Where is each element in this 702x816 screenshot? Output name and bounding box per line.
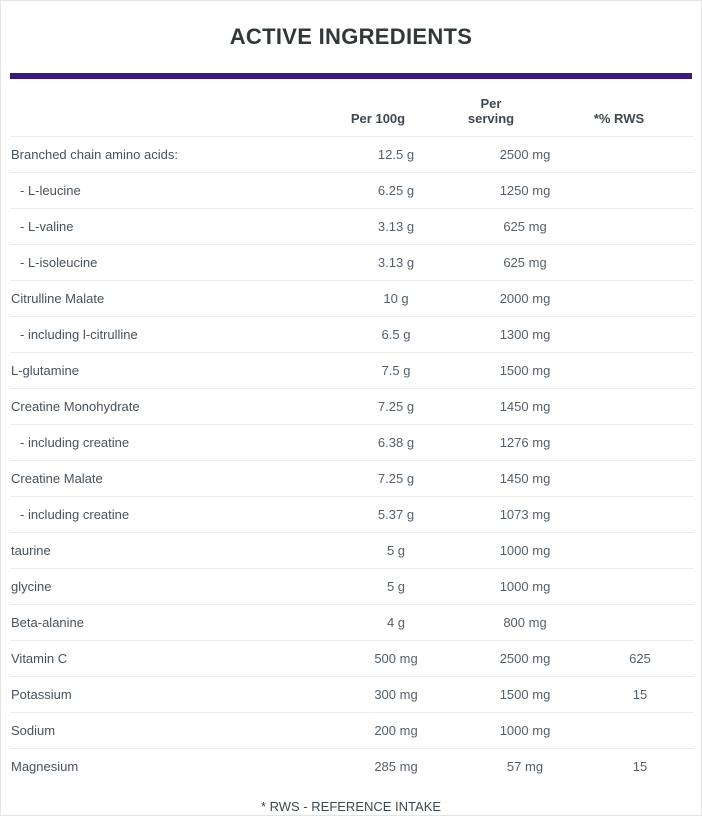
ingredient-name-cell: Beta-alanine (10, 605, 328, 641)
per-100g-cell: 7.25 g (328, 389, 464, 425)
table-row (10, 389, 694, 425)
per-100g-cell: 500 mg (328, 641, 464, 677)
per-serving-cell: 1500 mg (464, 353, 586, 389)
per-100g-cell: 5 g (328, 569, 464, 605)
ingredient-name-cell: taurine (10, 533, 328, 569)
ingredient-name-cell: Creatine Malate (10, 461, 328, 497)
rws-percent-cell (586, 569, 694, 605)
column-header-ingredient (10, 79, 328, 137)
ingredient-name-cell: Sodium (10, 713, 328, 749)
rws-percent-cell (586, 713, 694, 749)
rws-percent-cell (586, 497, 694, 533)
per-serving-cell: 1250 mg (464, 173, 586, 209)
table-row (10, 281, 694, 317)
table-row (10, 605, 694, 641)
table-row (10, 425, 694, 461)
per-serving-cell: 1450 mg (464, 389, 586, 425)
per-serving-cell: 1300 mg (464, 317, 586, 353)
table-row (10, 209, 694, 245)
per-serving-cell: 1073 mg (464, 497, 586, 533)
per-100g-cell: 6.5 g (328, 317, 464, 353)
per-100g-cell: 10 g (328, 281, 464, 317)
column-header-per-serving: Per serving (464, 79, 586, 137)
per-100g-cell: 7.25 g (328, 461, 464, 497)
ingredient-name-cell: Magnesium (11, 759, 79, 774)
table-row (10, 749, 694, 785)
table-row (10, 353, 694, 389)
per-serving-cell: 625 mg (464, 209, 586, 245)
ingredients-table (10, 79, 694, 784)
table-row (10, 245, 694, 281)
per-100g-cell: 6.25 g (328, 173, 464, 209)
per-serving-cell: 1000 mg (464, 533, 586, 569)
table-row (10, 461, 694, 497)
table-row (10, 173, 694, 209)
per-100g-cell: 3.13 g (328, 245, 464, 281)
rws-percent-cell: 625 (586, 641, 694, 677)
per-100g-cell: 6.38 g (328, 425, 464, 461)
ingredient-name-cell: L-glutamine (10, 353, 328, 389)
per-serving-cell: 1500 mg (464, 677, 586, 713)
per-serving-cell: 2500 mg (464, 641, 586, 677)
per-serving-cell: 625 mg (464, 245, 586, 281)
per-serving-cell: 57 mg (506, 759, 544, 774)
rws-percent-cell (586, 281, 694, 317)
column-header-rws: *% RWS (586, 79, 694, 137)
per-serving-cell: 1276 mg (464, 425, 586, 461)
rws-percent-cell (586, 353, 694, 389)
table-row (10, 533, 694, 569)
table-header-row (10, 79, 694, 137)
table-row (10, 569, 694, 605)
per-100g-cell: 300 mg (328, 677, 464, 713)
per-100g-cell: 3.13 g (328, 209, 464, 245)
ingredient-name-cell: Vitamin C (10, 641, 328, 677)
per-100g-cell: 7.5 g (328, 353, 464, 389)
rws-footnote: * RWS - REFERENCE INTAKE (260, 799, 442, 814)
rws-percent-cell (586, 173, 694, 209)
table-row (10, 317, 694, 353)
per-serving-cell: 2500 mg (464, 137, 586, 173)
rws-percent-cell (586, 461, 694, 497)
ingredient-name-cell: - L-leucine (10, 173, 328, 209)
ingredient-name-cell: Citrulline Malate (10, 281, 328, 317)
rws-percent-cell (586, 605, 694, 641)
ingredient-name-cell: - L-isoleucine (10, 245, 328, 281)
rws-percent-cell (586, 389, 694, 425)
ingredient-name-cell: glycine (10, 569, 328, 605)
per-serving-cell: 1000 mg (464, 569, 586, 605)
per-serving-cell: 1000 mg (464, 713, 586, 749)
ingredient-name-cell: - including l-citrulline (10, 317, 328, 353)
table-row (10, 713, 694, 749)
per-serving-cell: 2000 mg (464, 281, 586, 317)
rws-percent-cell (586, 425, 694, 461)
page-title: ACTIVE INGREDIENTS (229, 24, 473, 49)
rws-percent-cell: 15 (632, 759, 648, 774)
rws-percent-cell (586, 245, 694, 281)
column-header-per-100g: Per 100g (328, 79, 464, 137)
table-row (10, 677, 694, 713)
per-100g-cell: 285 mg (374, 759, 418, 774)
per-100g-cell: 5.37 g (328, 497, 464, 533)
per-serving-cell: 800 mg (464, 605, 586, 641)
rws-percent-cell (586, 317, 694, 353)
ingredient-name-cell: Creatine Monohydrate (10, 389, 328, 425)
table-row (10, 641, 694, 677)
per-serving-cell: 1450 mg (464, 461, 586, 497)
ingredient-name-cell: - including creatine (10, 425, 328, 461)
ingredient-name-cell: - including creatine (10, 497, 328, 533)
rws-percent-cell (586, 533, 694, 569)
ingredient-name-cell: - L-valine (10, 209, 328, 245)
per-100g-cell: 200 mg (328, 713, 464, 749)
rws-percent-cell (586, 137, 694, 173)
rws-percent-cell (586, 209, 694, 245)
per-100g-cell: 5 g (328, 533, 464, 569)
per-100g-cell: 12.5 g (328, 137, 464, 173)
ingredient-name-cell: Potassium (10, 677, 328, 713)
rws-percent-cell: 15 (586, 677, 694, 713)
table-row (10, 497, 694, 533)
per-100g-cell: 4 g (328, 605, 464, 641)
ingredient-name-cell: Branched chain amino acids: (10, 137, 328, 173)
table-row (10, 137, 694, 173)
